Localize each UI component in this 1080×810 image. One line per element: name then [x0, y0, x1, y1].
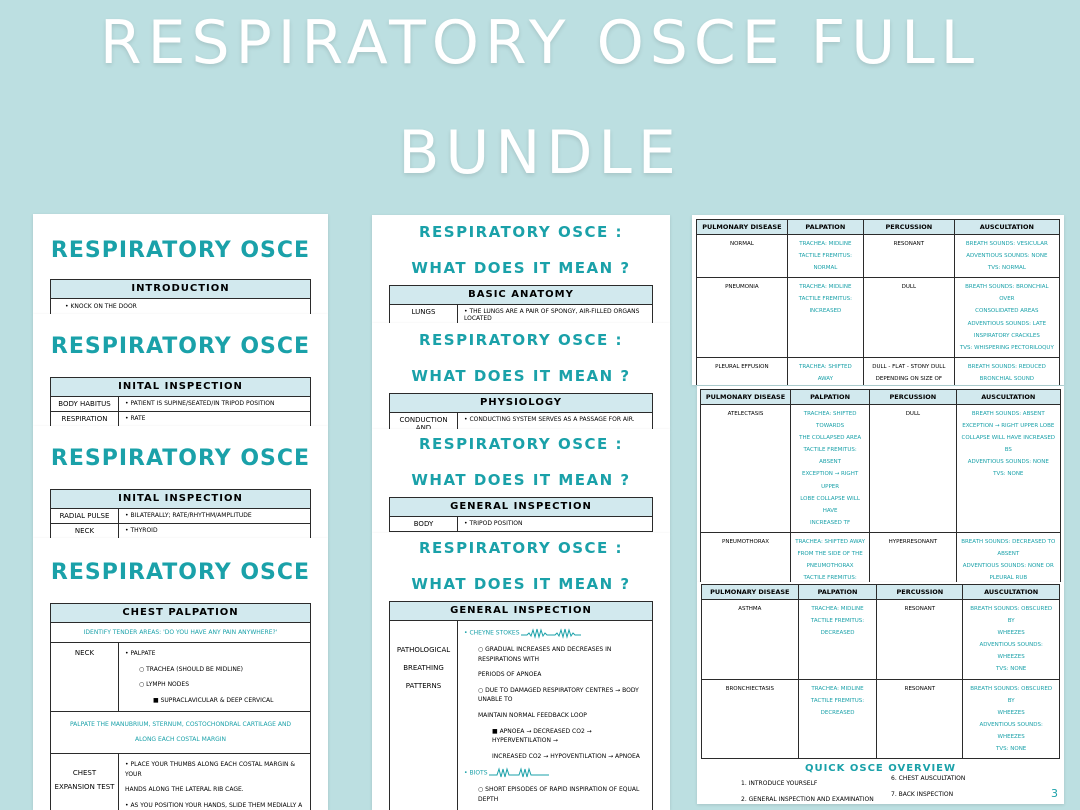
list-item [891, 802, 965, 804]
page-subtitle: WHAT DOES IT MEAN ? [411, 471, 631, 489]
table-row: ASTHMA TRACHEA: MIDLINE TACTILE FREMITUS: DECREASED RESONANT BREATH SOUNDS: OBSCURED BY WHEEZES ADVENTIOUS SOUNDS: WHEEZES TVS: NONE [702, 600, 1060, 680]
table-row: LUNGS • THE LUNGS ARE A PAIR OF SPONGY, AIR-FILLED ORGANS LOCATED [389, 305, 653, 323]
section-header: INTRODUCTION [50, 279, 311, 299]
preview-page-disease-table-1 [692, 215, 1064, 385]
column-header: PULMONARY DISEASE [697, 220, 788, 235]
table-row: RADIAL PULSE • BILATERALLY; RATE/RHYTHM/AMPLITUDE [50, 509, 311, 524]
column-header: AUSCULTATION [956, 390, 1060, 405]
section-header: INITAL INSPECTION [50, 489, 311, 509]
page-title: RESPIRATORY OSCE : [419, 223, 623, 241]
page-title: RESPIRATORY OSCE [50, 560, 311, 585]
table-row: PLEURAL EFFUSION TRACHEA: SHIFTED AWAY DULL - FLAT - STONY DULL DEPENDING ON SIZE OF BREATH SOUNDS: REDUCED BRONCHIAL SOUND [697, 357, 1060, 385]
preview-page-quick-overview [697, 582, 1064, 804]
section-header: BASIC ANATOMY [389, 285, 653, 305]
bundle-title-line2: BUNDLE [398, 118, 682, 188]
table-row: CONDUCTION AND • CONDUCTING SYSTEM SERVES AS A PASSAGE FOR AIR. [389, 413, 653, 429]
preview-page-general-inspection-1 [372, 429, 670, 533]
page-title: RESPIRATORY OSCE : [419, 435, 623, 453]
column-header: PALPATION [787, 220, 863, 235]
preview-page-initial-inspection-1 [33, 314, 328, 426]
bundle-title-line1: RESPIRATORY OSCE FULL [99, 8, 981, 78]
table-row: NECK • THYROID [50, 524, 311, 538]
disease-table [700, 389, 1061, 582]
table-row: RESPIRATION • RATE [50, 412, 311, 426]
preview-page-chest-palpation [33, 538, 328, 810]
table-row: NORMAL TRACHEA: MIDLINE TACTILE FREMITUS: NORMAL RESONANT BREATH SOUNDS: VESICULAR ADVENTIOUS SOUNDS: NONE TVS: NORMAL [697, 235, 1060, 278]
column-header: PALPATION [798, 585, 877, 600]
column-header: PULMONARY DISEASE [701, 390, 791, 405]
section-header: INITAL INSPECTION [50, 377, 311, 397]
section-header: GENERAL INSPECTION [389, 601, 653, 621]
disease-table [696, 219, 1060, 385]
palpate-instruction: PALPATE THE MANUBRIUM, STERNUM, COSTOCHONDRAL CARTILAGE AND ALONG EACH COSTAL MARGIN [50, 712, 311, 754]
list-item: 6. CHEST AUSCULTATION [891, 775, 966, 783]
cheyne-stokes-waveform-icon [521, 627, 581, 639]
column-header: PERCUSSION [877, 585, 963, 600]
section-header: CHEST PALPATION [50, 603, 311, 623]
table-row: NECK • PALPATE ○ TRACHEA (SHOULD BE MIDLINE) ○ LYMPH NODES ■ SUPRACLAVICULAR & DEEP CERVICAL [50, 643, 311, 712]
overview-list [701, 776, 1060, 804]
disease-table [701, 584, 1060, 759]
preview-page-introduction [33, 214, 328, 314]
page-title: RESPIRATORY OSCE [50, 446, 311, 471]
page-title: RESPIRATORY OSCE : [419, 539, 623, 557]
section-header: GENERAL INSPECTION [389, 497, 653, 517]
section-header: PHYSIOLOGY [389, 393, 653, 413]
page-title: RESPIRATORY OSCE : [419, 331, 623, 349]
table-row: ATELECTASIS TRACHEA: SHIFTED TOWARDS THE COLLAPSED AREA TACTILE FREMITUS: ABSENT EXCEPTION → RIGHT UPPER LOBE COLLAPSE WILL HAVE INCREASED TF DULL BREATH SOUNDS: ABSENT EXCEPTION → RIGHT UPPER LOBE COLLAPSE WILL HAVE INCREASED BS ADVENTIOUS SOUNDS: NONE TVS: NONE [701, 405, 1061, 533]
page-subtitle: WHAT DOES IT MEAN ? [411, 259, 631, 277]
list-item: 2. GENERAL INSPECTION AND EXAMINATION [741, 795, 874, 803]
biots-label: • BIOTS [464, 764, 646, 782]
column-header: PERCUSSION [863, 220, 954, 235]
table-row: CHEST EXPANSION TEST • PLACE YOUR THUMBS ALONG EACH COSTAL MARGIN & YOUR HANDS ALONG THE LATERAL RIB CAGE. • AS YOU POSITION YOUR HANDS, SLIDE THEM MEDIALLY A [50, 754, 311, 810]
preview-page-basic-anatomy [372, 215, 670, 323]
column-header: AUSCULTATION [954, 220, 1059, 235]
cheyne-stokes-label: • CHEYNE STOKES [464, 624, 646, 642]
table-row: PNEUMONIA TRACHEA: MIDLINE TACTILE FREMITUS: INCREASED DULL BREATH SOUNDS: BRONCHIAL OVER CONSOLIDATED AREAS ADVENTIOUS SOUNDS: LATE INSPIRATORY CRACKLES TVS: WHISPERING PECTORILOQUY [697, 278, 1060, 358]
page-title: RESPIRATORY OSCE [50, 334, 311, 359]
list-item: 1. INTRODUCE YOURSELF [741, 780, 818, 788]
preview-page-physiology [372, 323, 670, 429]
preview-page-disease-table-2 [697, 386, 1064, 582]
table-row: BODY • TRIPOD POSITION [389, 517, 653, 532]
list-item: 7. BACK INSPECTION [891, 790, 954, 798]
page-subtitle: WHAT DOES IT MEAN ? [411, 575, 631, 593]
page-subtitle: WHAT DOES IT MEAN ? [411, 367, 631, 385]
preview-page-initial-inspection-2 [33, 426, 328, 538]
page-number: 3 [1051, 787, 1058, 800]
list-item: • KNOCK ON THE DOOR [65, 303, 137, 310]
column-header: PULMONARY DISEASE [702, 585, 799, 600]
column-header: AUSCULTATION [963, 585, 1060, 600]
table-row: BRONCHIECTASIS TRACHEA: MIDLINE TACTILE FREMITUS: DECREASED RESONANT BREATH SOUNDS: OBSCURED BY WHEEZES ADVENTIOUS SOUNDS: WHEEZES TVS: NONE [702, 679, 1060, 759]
table-row: PATHOLOGICAL BREATHING PATTERNS • CHEYNE STOKES ○ GRADUAL INCREASES AND DECREASES IN RESPIRATIONS WITH PERIODS OF APNOEA ○ DUE TO DAMAGED RESPIRATORY CENTRES → BODY UNABLE TO MAINTAIN NORMAL FEEDBACK LOOP ■ APNOEA → DECREASED CO2 → HYPERVENTILATION → INCREASED CO2 → HYPOVENTILATION → APNOEA • BIOTS ○ SHORT EPISODES OF RAPID INSPIRATION OF EQUAL DEPTH [389, 621, 653, 810]
column-header: PALPATION [791, 390, 870, 405]
tender-areas-prompt: IDENTIFY TENDER AREAS: 'DO YOU HAVE ANY PAIN ANYWHERE?' [50, 623, 311, 643]
overview-title: QUICK OSCE OVERVIEW [804, 763, 957, 775]
page-title: RESPIRATORY OSCE [50, 238, 311, 263]
column-header: PERCUSSION [870, 390, 956, 405]
table-row: PNEUMOTHORAX TRACHEA: SHIFTED AWAY FROM THE SIDE OF THE PNEUMOTHORAX TACTILE FREMITUS: HYPERRESONANT BREATH SOUNDS: DECREASED TO ABSENT ADVENTIOUS SOUNDS: NONE OR PLEURAL RUB [701, 532, 1061, 582]
preview-page-general-inspection-2 [372, 533, 670, 810]
biots-waveform-icon [489, 767, 549, 779]
table-row: BODY HABITUS • PATIENT IS SUPINE/SEATED/IN TRIPOD POSITION [50, 397, 311, 412]
